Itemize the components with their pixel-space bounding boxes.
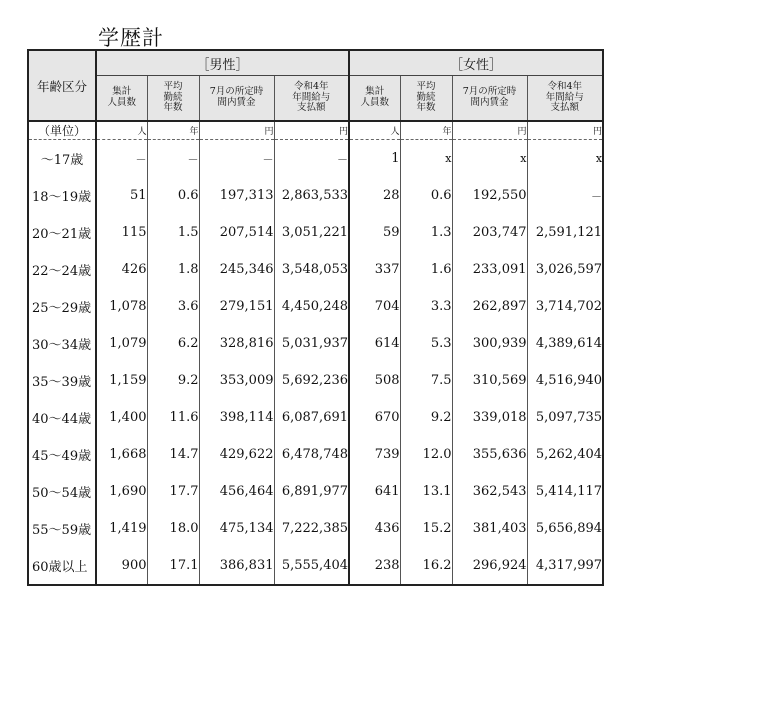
table-cell: 436 (349, 510, 400, 547)
table-row (28, 510, 603, 547)
table-row (28, 325, 603, 362)
table-row (28, 362, 603, 399)
table-cell: 614 (349, 325, 400, 362)
salary-table (27, 49, 604, 586)
unit-cell: 円 (199, 121, 274, 140)
table-cell: 6,891,977 (274, 473, 349, 510)
female-tenure-header: 平均 勤続 年数 (400, 76, 452, 122)
table-cell: 4,450,248 (274, 288, 349, 325)
age-category-cell: 40～44歳 (28, 399, 96, 436)
table-cell: x (595, 152, 603, 165)
table-cell: 381,403 (452, 510, 527, 547)
table-cell: 337 (349, 251, 400, 288)
age-category-cell: 18～19歳 (28, 177, 96, 214)
female-count-header: 集計 人員数 (349, 76, 400, 122)
table-cell: 398,114 (199, 399, 274, 436)
table-cell: 4,516,940 (535, 373, 603, 388)
table-cell: 1,078 (96, 288, 147, 325)
table-cell: 2,863,533 (274, 177, 349, 214)
unit-label: （単位） (28, 121, 96, 140)
age-category-cell: 25～29歳 (28, 288, 96, 325)
table-cell: 5,097,735 (535, 410, 603, 425)
table-cell: 1,668 (96, 436, 147, 473)
table-cell: 262,897 (452, 288, 527, 325)
table-cell: 3,051,221 (274, 214, 349, 251)
unit-cell: 年 (400, 121, 452, 140)
table-cell: － (199, 140, 274, 178)
table-cell: 192,550 (452, 177, 527, 214)
female-wage-header: 7月の所定時 間内賃金 (452, 76, 527, 122)
table-cell: 6,087,691 (274, 399, 349, 436)
unit-cell: 人 (96, 121, 147, 140)
male-count-header: 集計 人員数 (96, 76, 147, 122)
table-cell: 670 (349, 399, 400, 436)
table-cell: 207,514 (199, 214, 274, 251)
table-cell: 5,262,404 (535, 447, 603, 462)
age-category-cell: 55～59歳 (28, 510, 96, 547)
table-cell: 704 (349, 288, 400, 325)
table-cell: 508 (349, 362, 400, 399)
table-cell: 0.6 (147, 177, 199, 214)
table-cell: 16.2 (400, 547, 452, 585)
table-cell: 1.5 (147, 214, 199, 251)
table-cell: 9.2 (400, 399, 452, 436)
table-cell: 14.7 (147, 436, 199, 473)
header-columns-row (28, 76, 603, 122)
unit-cell: 円 (452, 121, 527, 140)
table-cell: 17.7 (147, 473, 199, 510)
table-cell: 310,569 (452, 362, 527, 399)
table-cell: － (591, 189, 603, 203)
table-cell: 7.5 (400, 362, 452, 399)
male-tenure-header: 平均 勤続 年数 (147, 76, 199, 122)
table-cell: 3.6 (147, 288, 199, 325)
table-cell: 1.8 (147, 251, 199, 288)
age-category-cell: 20～21歳 (28, 214, 96, 251)
table-cell: 11.6 (147, 399, 199, 436)
table-cell: 3.3 (400, 288, 452, 325)
age-category-cell: 30～34歳 (28, 325, 96, 362)
table-cell: 197,313 (199, 177, 274, 214)
table-cell: 51 (96, 177, 147, 214)
table-row (28, 436, 603, 473)
table-cell: 339,018 (452, 399, 527, 436)
table-cell: 386,831 (199, 547, 274, 585)
table-cell: 4,317,997 (535, 558, 603, 573)
unit-cell: 円 (527, 121, 603, 140)
table-cell: 1 (349, 140, 400, 178)
age-category-header: 年齢区分 (28, 50, 96, 121)
table-cell: 9.2 (147, 362, 199, 399)
table-cell: 0.6 (400, 177, 452, 214)
table-cell: 1,690 (96, 473, 147, 510)
table-cell: 5,692,236 (274, 362, 349, 399)
age-category-cell: ～17歳 (28, 140, 96, 178)
table-cell: 1,400 (96, 399, 147, 436)
table-cell: 238 (349, 547, 400, 585)
table-cell: 426 (96, 251, 147, 288)
age-category-cell: 22～24歳 (28, 251, 96, 288)
table-row (28, 399, 603, 436)
table-cell: 245,346 (199, 251, 274, 288)
table-cell: 5.3 (400, 325, 452, 362)
table-cell: 7,222,385 (274, 510, 349, 547)
table-cell: 6.2 (147, 325, 199, 362)
table-cell: 429,622 (199, 436, 274, 473)
table-cell: 3,714,702 (535, 299, 603, 314)
table-cell: 296,924 (452, 547, 527, 585)
table-cell: － (147, 140, 199, 178)
table-row (28, 140, 603, 178)
table-cell: 2,591,121 (535, 225, 603, 240)
table-cell: 353,009 (199, 362, 274, 399)
table-cell: 15.2 (400, 510, 452, 547)
table-cell: 1,159 (96, 362, 147, 399)
unit-cell: 年 (147, 121, 199, 140)
table-cell: x (400, 140, 452, 178)
table-row (28, 177, 603, 214)
table-cell: 18.0 (147, 510, 199, 547)
table-cell: 1,079 (96, 325, 147, 362)
table-cell: 17.1 (147, 547, 199, 585)
table-cell: － (274, 140, 349, 178)
table-cell: 13.1 (400, 473, 452, 510)
table-cell: 279,151 (199, 288, 274, 325)
table-cell: 5,656,894 (535, 521, 603, 536)
age-category-cell: 35～39歳 (28, 362, 96, 399)
table-cell: 362,543 (452, 473, 527, 510)
age-category-cell: 50～54歳 (28, 473, 96, 510)
header-group-row (28, 50, 603, 76)
table-row (28, 251, 603, 288)
table-cell: 641 (349, 473, 400, 510)
unit-cell: 円 (274, 121, 349, 140)
table-cell: 900 (96, 547, 147, 585)
table-cell: 355,636 (452, 436, 527, 473)
table-cell: 328,816 (199, 325, 274, 362)
table-row (28, 547, 603, 585)
female-group-header: ［女性］ (349, 50, 603, 76)
table-cell: 5,414,117 (535, 484, 603, 499)
male-group-header: ［男性］ (96, 50, 349, 76)
table-cell: 475,134 (199, 510, 274, 547)
age-category-cell: 60歳以上 (28, 547, 96, 585)
unit-cell: 人 (349, 121, 400, 140)
table-cell: x (452, 140, 527, 178)
table-cell: 59 (349, 214, 400, 251)
table-cell: 203,747 (452, 214, 527, 251)
table-cell: 3,026,597 (535, 262, 603, 277)
table-row (28, 473, 603, 510)
table-cell: 233,091 (452, 251, 527, 288)
table-cell: 4,389,614 (535, 336, 603, 351)
table-cell: 1,419 (96, 510, 147, 547)
table-cell: 300,939 (452, 325, 527, 362)
table-cell: 739 (349, 436, 400, 473)
table-cell: 1.6 (400, 251, 452, 288)
unit-row (28, 121, 603, 140)
table-cell: 3,548,053 (274, 251, 349, 288)
table-cell: － (96, 140, 147, 178)
female-annual-header: 令和4年 年間給与 支払額 (527, 76, 603, 122)
table-row (28, 214, 603, 251)
table-cell: 456,464 (199, 473, 274, 510)
age-category-cell: 45～49歳 (28, 436, 96, 473)
table-cell: 28 (349, 177, 400, 214)
male-wage-header: 7月の所定時 間内賃金 (199, 76, 274, 122)
male-annual-header: 令和4年 年間給与 支払額 (274, 76, 349, 122)
table-cell: 5,555,404 (274, 547, 349, 585)
table-row (28, 288, 603, 325)
table-cell: 6,478,748 (274, 436, 349, 473)
table-cell: 115 (96, 214, 147, 251)
table-cell: 5,031,937 (274, 325, 349, 362)
table-cell: 12.0 (400, 436, 452, 473)
table-cell: 1.3 (400, 214, 452, 251)
page-title: 学歴計 (98, 26, 164, 50)
